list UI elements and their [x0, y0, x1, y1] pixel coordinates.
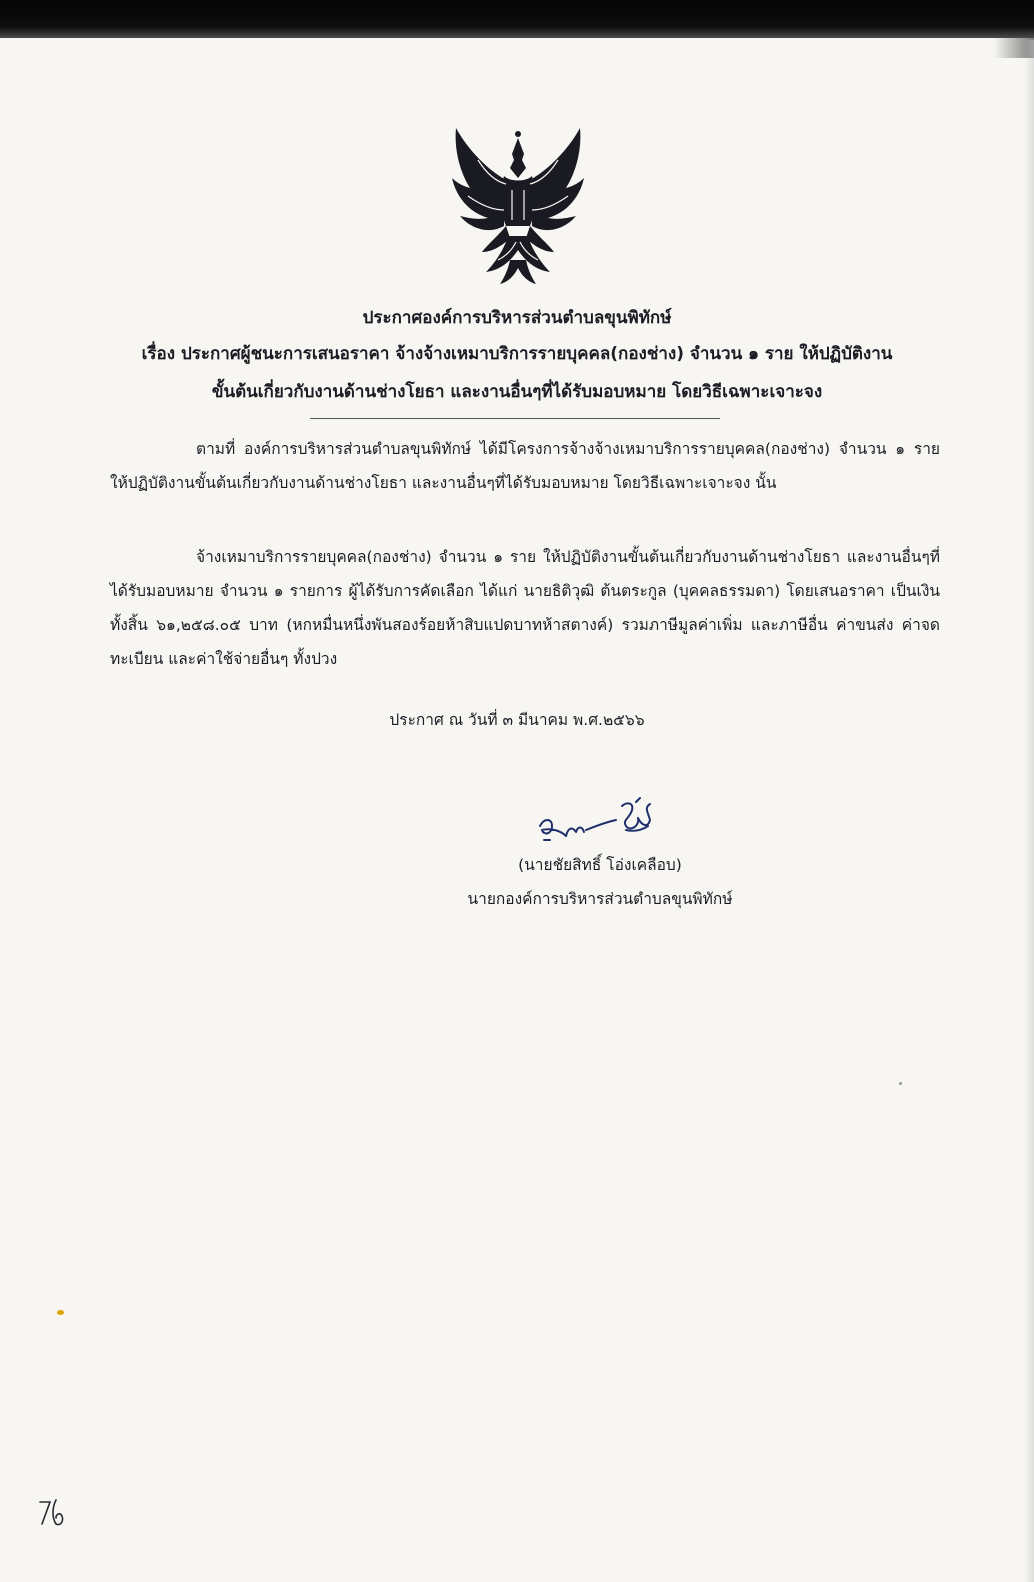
- paper-dot: [899, 1082, 902, 1085]
- scan-border-right: [1024, 40, 1034, 1582]
- garuda-emblem-icon: [448, 120, 588, 290]
- subject-line-1: เรื่อง ประกาศผู้ชนะการเสนอราคา จ้างจ้างเหมาบริการรายบุคคล(กองช่าง) จำนวน ๑ ราย ให้ปฏิบัติงาน: [141, 344, 893, 364]
- announcement-date: ประกาศ ณ วันที่ ๓ มีนาคม พ.ศ.๒๕๖๖: [389, 711, 645, 729]
- signature-icon: [530, 796, 670, 852]
- body-paragraph-1: ตามที่ องค์การบริหารส่วนตำบลขุนพิทักษ์ ได้มีโครงการจ้างจ้างเหมาบริการรายบุคคล(กองช่าง) จำนวน ๑ ราย ให้ปฏิบัติงานขั้นต้นเกี่ยวกับงานด้านช่างโยธา และงานอื่นๆที่ได้รับมอบหมาย โดยวิธีเฉพาะเจาะจง นั้น: [110, 440, 940, 492]
- subject-line-2: ขั้นต้นเกี่ยวกับงานด้านช่างโยธา และงานอื่นๆที่ได้รับมอบหมาย โดยวิธีเฉพาะเจาะจง: [211, 382, 823, 402]
- handwritten-page-number: [36, 1494, 76, 1534]
- signer-position: นายกองค์การบริหารส่วนตำบลขุนพิทักษ์: [467, 890, 733, 908]
- paper-mark: [57, 1310, 64, 1315]
- body-paragraph-2: จ้างเหมาบริการรายบุคคล(กองช่าง) จำนวน ๑ ราย ให้ปฏิบัติงานขั้นต้นเกี่ยวกับงานด้านช่างโยธา และงานอื่นๆที่ได้รับมอบหมาย จำนวน ๑ รายการ ผู้ได้รับการคัดเลือก ได้แก่ นายธิติวุฒิ ต้นตระกูล (บุคคลธรรมดา) โดยเสนอราคา เป็นเงินทั้งสิ้น ๖๑,๒๕๘.๐๕ บาท (หกหมื่นหนึ่งพันสองร้อยห้าสิบแปดบาทห้าสตางค์) รวมภาษีมูลค่าเพิ่ม และภาษีอื่น ค่าขนส่ง ค่าจดทะเบียน และค่าใช้จ่ายอื่นๆ ทั้งปวง: [110, 548, 940, 668]
- scan-border-top: [0, 0, 1034, 38]
- header-divider: [310, 418, 720, 419]
- signer-name: (นายชัยสิทธิ์ โอ่งเคลือบ): [518, 856, 682, 874]
- announcement-title: ประกาศองค์การบริหารส่วนตำบลขุนพิทักษ์: [362, 308, 672, 328]
